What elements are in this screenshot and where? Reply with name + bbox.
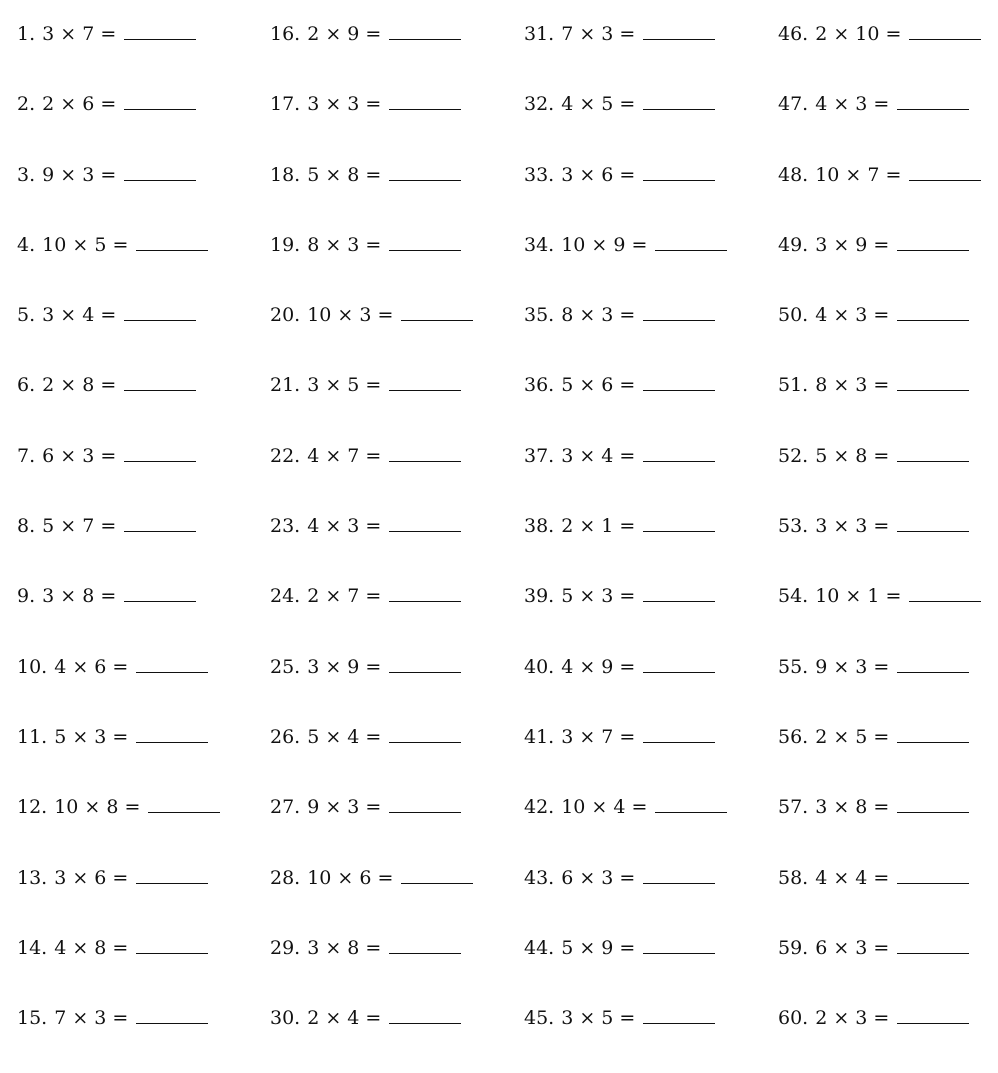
answer-blank[interactable]	[124, 512, 196, 532]
problem-item	[524, 581, 764, 651]
problem-expression: 4 × 3 =	[815, 93, 890, 116]
problem-item	[17, 19, 257, 89]
problem-number: 19.	[270, 233, 301, 256]
answer-blank[interactable]	[389, 793, 461, 813]
problem-number: 35.	[524, 304, 555, 327]
problem-number: 46.	[778, 23, 809, 45]
problem-expression: 5 × 3 =	[54, 725, 129, 748]
problem-item	[524, 652, 764, 722]
problem-number: 57.	[778, 796, 809, 819]
answer-blank[interactable]	[643, 1004, 715, 1024]
problem-item	[778, 792, 998, 862]
problem-item	[778, 511, 998, 581]
answer-blank[interactable]	[124, 371, 196, 391]
problem-expression: 10 × 6 =	[307, 866, 394, 889]
problem-item	[524, 300, 764, 370]
problem-item	[17, 581, 257, 651]
answer-blank[interactable]	[401, 864, 473, 884]
problem-expression: 5 × 9 =	[561, 936, 636, 959]
problem-number: 47.	[778, 93, 809, 116]
problem-expression: 3 × 3 =	[307, 93, 382, 116]
problem-number: 60.	[778, 1007, 809, 1030]
problem-expression: 2 × 1 =	[561, 515, 636, 538]
problem-item	[270, 933, 510, 1003]
problem-expression: 3 × 9 =	[307, 655, 382, 678]
answer-blank[interactable]	[897, 90, 969, 110]
problem-expression: 3 × 5 =	[307, 374, 382, 397]
answer-blank[interactable]	[389, 231, 461, 251]
answer-blank[interactable]	[389, 582, 461, 602]
problem-item	[778, 230, 998, 300]
problem-item	[778, 441, 998, 511]
answer-blank[interactable]	[909, 582, 981, 602]
answer-blank[interactable]	[401, 301, 473, 321]
problem-expression: 8 × 3 =	[815, 374, 890, 397]
problem-number: 59.	[778, 936, 809, 959]
problem-item	[270, 370, 510, 440]
problem-number: 9.	[17, 585, 36, 608]
answer-blank[interactable]	[136, 1004, 208, 1024]
problem-expression: 2 × 4 =	[307, 1007, 382, 1030]
problem-expression: 4 × 8 =	[54, 936, 129, 959]
problem-item	[524, 722, 764, 792]
answer-blank[interactable]	[897, 442, 969, 462]
problem-item	[778, 652, 998, 722]
problem-number: 16.	[270, 23, 301, 45]
problem-item	[17, 1003, 257, 1073]
problem-number: 20.	[270, 304, 301, 327]
answer-blank[interactable]	[136, 653, 208, 673]
problem-item	[524, 933, 764, 1003]
problem-expression: 4 × 5 =	[561, 93, 636, 116]
problem-item	[17, 863, 257, 933]
problem-number: 38.	[524, 515, 555, 538]
problem-item	[778, 1003, 998, 1073]
problem-number: 12.	[17, 796, 48, 819]
problem-item	[778, 300, 998, 370]
problem-expression: 8 × 3 =	[307, 233, 382, 256]
problem-expression: 3 × 8 =	[42, 585, 117, 608]
answer-blank[interactable]	[136, 231, 208, 251]
answer-blank[interactable]	[643, 653, 715, 673]
problem-number: 25.	[270, 655, 301, 678]
problem-expression: 10 × 3 =	[307, 304, 394, 327]
answer-blank[interactable]	[897, 793, 969, 813]
answer-blank[interactable]	[643, 864, 715, 884]
problem-item	[778, 370, 998, 440]
problem-expression: 4 × 3 =	[307, 515, 382, 538]
problem-item	[524, 863, 764, 933]
problem-item	[17, 160, 257, 230]
problem-number: 24.	[270, 585, 301, 608]
problem-number: 55.	[778, 655, 809, 678]
problem-number: 29.	[270, 936, 301, 959]
answer-blank[interactable]	[124, 161, 196, 181]
problem-item	[270, 89, 510, 159]
problem-expression: 3 × 9 =	[815, 233, 890, 256]
problem-item	[524, 230, 764, 300]
problem-expression: 5 × 8 =	[307, 163, 382, 186]
problem-column-2	[270, 19, 510, 1073]
problem-item	[524, 441, 764, 511]
problem-number: 26.	[270, 725, 301, 748]
problem-number: 13.	[17, 866, 48, 889]
problem-expression: 3 × 6 =	[561, 163, 636, 186]
answer-blank[interactable]	[389, 653, 461, 673]
answer-blank[interactable]	[655, 231, 727, 251]
answer-blank[interactable]	[897, 653, 969, 673]
problem-item	[270, 511, 510, 581]
problem-expression: 4 × 4 =	[815, 866, 890, 889]
answer-blank[interactable]	[643, 934, 715, 954]
problem-number: 56.	[778, 725, 809, 748]
problem-expression: 6 × 3 =	[42, 444, 117, 467]
problem-expression: 2 × 3 =	[815, 1007, 890, 1030]
answer-blank[interactable]	[389, 20, 461, 40]
answer-blank[interactable]	[389, 1004, 461, 1024]
problem-expression: 10 × 4 =	[561, 796, 648, 819]
answer-blank[interactable]	[124, 301, 196, 321]
answer-blank[interactable]	[124, 90, 196, 110]
answer-blank[interactable]	[643, 301, 715, 321]
problem-expression: 5 × 3 =	[561, 585, 636, 608]
problem-item	[524, 370, 764, 440]
answer-blank[interactable]	[136, 864, 208, 884]
problem-column-3	[524, 19, 764, 1073]
answer-blank[interactable]	[136, 934, 208, 954]
problem-expression: 2 × 10 =	[815, 23, 902, 45]
problem-number: 44.	[524, 936, 555, 959]
problem-expression: 4 × 6 =	[54, 655, 129, 678]
problem-number: 34.	[524, 233, 555, 256]
problem-number: 33.	[524, 163, 555, 186]
problem-expression: 4 × 7 =	[307, 444, 382, 467]
answer-blank[interactable]	[389, 934, 461, 954]
answer-blank[interactable]	[897, 231, 969, 251]
problem-expression: 4 × 9 =	[561, 655, 636, 678]
problem-item	[17, 370, 257, 440]
problem-number: 15.	[17, 1007, 48, 1030]
problem-expression: 10 × 7 =	[815, 163, 902, 186]
problem-number: 41.	[524, 725, 555, 748]
problem-number: 18.	[270, 163, 301, 186]
answer-blank[interactable]	[643, 20, 715, 40]
problem-item	[17, 792, 257, 862]
problem-expression: 7 × 3 =	[54, 1007, 129, 1030]
problem-number: 50.	[778, 304, 809, 327]
problem-number: 17.	[270, 93, 301, 116]
problem-number: 39.	[524, 585, 555, 608]
problem-number: 2.	[17, 93, 36, 116]
answer-blank[interactable]	[643, 512, 715, 532]
answer-blank[interactable]	[909, 161, 981, 181]
problem-item	[270, 652, 510, 722]
problem-number: 31.	[524, 23, 555, 45]
problem-item	[17, 89, 257, 159]
answer-blank[interactable]	[897, 301, 969, 321]
problem-number: 10.	[17, 655, 48, 678]
problem-number: 14.	[17, 936, 48, 959]
problem-item	[270, 441, 510, 511]
answer-blank[interactable]	[643, 723, 715, 743]
problem-expression: 3 × 8 =	[815, 796, 890, 819]
problem-item	[17, 441, 257, 511]
problem-item	[270, 863, 510, 933]
problem-expression: 2 × 9 =	[307, 23, 382, 45]
problem-number: 7.	[17, 444, 36, 467]
problem-item	[17, 722, 257, 792]
answer-blank[interactable]	[643, 161, 715, 181]
answer-blank[interactable]	[389, 723, 461, 743]
problem-expression: 7 × 3 =	[561, 23, 636, 45]
problem-number: 22.	[270, 444, 301, 467]
problem-item	[270, 230, 510, 300]
problem-expression: 2 × 6 =	[42, 93, 117, 116]
problem-expression: 10 × 5 =	[42, 233, 129, 256]
problem-number: 36.	[524, 374, 555, 397]
problem-item	[524, 89, 764, 159]
problem-item	[524, 792, 764, 862]
problem-number: 1.	[17, 23, 36, 45]
problem-number: 51.	[778, 374, 809, 397]
problem-item	[270, 19, 510, 89]
problem-number: 45.	[524, 1007, 555, 1030]
answer-blank[interactable]	[389, 512, 461, 532]
answer-blank[interactable]	[897, 1004, 969, 1024]
answer-blank[interactable]	[124, 20, 196, 40]
answer-blank[interactable]	[389, 161, 461, 181]
problem-number: 3.	[17, 163, 36, 186]
problem-number: 54.	[778, 585, 809, 608]
problem-expression: 2 × 8 =	[42, 374, 117, 397]
problem-expression: 6 × 3 =	[561, 866, 636, 889]
problem-expression: 5 × 7 =	[42, 515, 117, 538]
problem-number: 40.	[524, 655, 555, 678]
problem-expression: 10 × 9 =	[561, 233, 648, 256]
problem-item	[17, 933, 257, 1003]
problem-expression: 6 × 3 =	[815, 936, 890, 959]
problem-item	[17, 511, 257, 581]
problem-item	[17, 652, 257, 722]
problem-expression: 3 × 6 =	[54, 866, 129, 889]
problem-item	[778, 19, 998, 89]
answer-blank[interactable]	[897, 371, 969, 391]
answer-blank[interactable]	[655, 793, 727, 813]
problem-expression: 4 × 3 =	[815, 304, 890, 327]
answer-blank[interactable]	[148, 793, 220, 813]
answer-blank[interactable]	[643, 90, 715, 110]
answer-blank[interactable]	[643, 442, 715, 462]
problem-item	[270, 722, 510, 792]
problem-item	[524, 511, 764, 581]
answer-blank[interactable]	[136, 723, 208, 743]
problem-item	[778, 933, 998, 1003]
answer-blank[interactable]	[897, 934, 969, 954]
problem-item	[270, 300, 510, 370]
answer-blank[interactable]	[643, 371, 715, 391]
problem-number: 28.	[270, 866, 301, 889]
problem-expression: 3 × 5 =	[561, 1007, 636, 1030]
problem-item	[778, 722, 998, 792]
problem-expression: 3 × 7 =	[42, 23, 117, 45]
answer-blank[interactable]	[389, 90, 461, 110]
problem-expression: 10 × 1 =	[815, 585, 902, 608]
problem-expression: 3 × 4 =	[42, 304, 117, 327]
problem-number: 21.	[270, 374, 301, 397]
problem-item	[524, 19, 764, 89]
problem-expression: 5 × 4 =	[307, 725, 382, 748]
problem-number: 8.	[17, 515, 36, 538]
problem-expression: 9 × 3 =	[42, 163, 117, 186]
problem-expression: 5 × 6 =	[561, 374, 636, 397]
problem-expression: 2 × 7 =	[307, 585, 382, 608]
problem-number: 23.	[270, 515, 301, 538]
problem-number: 11.	[17, 725, 48, 748]
answer-blank[interactable]	[897, 512, 969, 532]
answer-blank[interactable]	[643, 582, 715, 602]
problem-expression: 3 × 7 =	[561, 725, 636, 748]
problem-item	[778, 863, 998, 933]
problem-number: 37.	[524, 444, 555, 467]
problem-number: 43.	[524, 866, 555, 889]
problem-number: 5.	[17, 304, 36, 327]
problem-number: 4.	[17, 233, 36, 256]
problem-item	[778, 89, 998, 159]
problem-item	[17, 300, 257, 370]
answer-blank[interactable]	[124, 582, 196, 602]
problem-item	[524, 1003, 764, 1073]
answer-blank[interactable]	[389, 442, 461, 462]
answer-blank[interactable]	[389, 371, 461, 391]
problem-item	[270, 581, 510, 651]
answer-blank[interactable]	[124, 442, 196, 462]
problem-item	[270, 1003, 510, 1073]
answer-blank[interactable]	[897, 864, 969, 884]
problem-expression: 10 × 8 =	[54, 796, 141, 819]
problem-expression: 2 × 5 =	[815, 725, 890, 748]
problem-number: 53.	[778, 515, 809, 538]
problem-number: 27.	[270, 796, 301, 819]
problem-expression: 5 × 8 =	[815, 444, 890, 467]
problem-expression: 3 × 3 =	[815, 515, 890, 538]
problem-expression: 3 × 8 =	[307, 936, 382, 959]
problem-number: 30.	[270, 1007, 301, 1030]
problem-number: 32.	[524, 93, 555, 116]
problem-expression: 9 × 3 =	[307, 796, 382, 819]
problem-expression: 9 × 3 =	[815, 655, 890, 678]
problem-expression: 8 × 3 =	[561, 304, 636, 327]
problem-expression: 3 × 4 =	[561, 444, 636, 467]
problem-item	[17, 230, 257, 300]
problem-number: 58.	[778, 866, 809, 889]
problem-item	[270, 160, 510, 230]
problem-column-1	[17, 19, 257, 1073]
problem-number: 49.	[778, 233, 809, 256]
problem-item	[270, 792, 510, 862]
problem-item	[778, 581, 998, 651]
problem-number: 48.	[778, 163, 809, 186]
problem-column-4	[778, 19, 998, 1073]
problem-item	[778, 160, 998, 230]
problem-item	[524, 160, 764, 230]
problem-number: 52.	[778, 444, 809, 467]
problem-number: 6.	[17, 374, 36, 397]
problem-number: 42.	[524, 796, 555, 819]
answer-blank[interactable]	[897, 723, 969, 743]
answer-blank[interactable]	[909, 20, 981, 40]
